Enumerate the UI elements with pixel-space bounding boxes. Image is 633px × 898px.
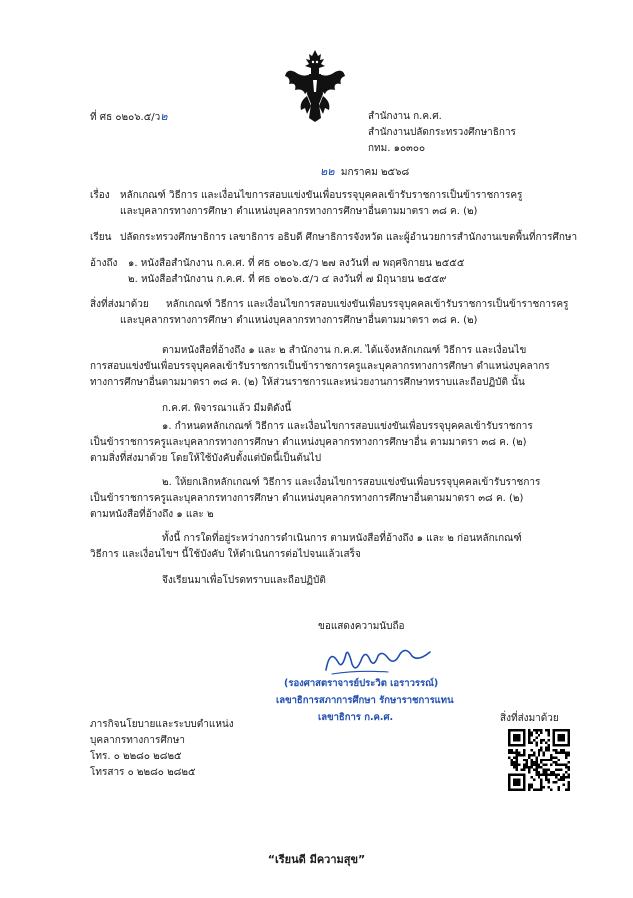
recipient-text: ปลัดกระทรวงศึกษาธิการ เลขาธิการ อธิบดี ศึกษาธิการจังหวัด และผู้อำนวยการสำนักงานเขตพื้นที่การศึกษา	[120, 232, 578, 243]
body-paragraph-line: ทั้งนี้ การใดที่อยู่ระหว่างการดำเนินการ ตามหนังสือที่อ้างถึง ๑ และ ๒ ก่อนหลักเกณฑ์	[162, 533, 522, 544]
reference-item: ๒. หนังสือสำนักงาน ก.ค.ศ. ที่ ศธ ๐๒๐๖.๕/ว ๔ ลงวันที่ ๗ มิถุนายน ๒๕๕๙	[128, 274, 447, 285]
resolution-item-line: ตามสิ่งที่ส่งมาด้วย โดยให้ใช้บังคับตั้งแต่บัดนี้เป็นต้นไป	[90, 453, 322, 464]
motto: “เรียนดี มีความสุข”	[267, 853, 366, 866]
body-paragraph-line: ตามหนังสือที่อ้างถึง ๑ และ ๒ สำนักงาน ก.ค.ศ. ได้แจ้งหลักเกณฑ์ วิธีการ และเงื่อนไข	[162, 345, 527, 356]
body-paragraph-line: การสอบแข่งขันเพื่อบรรจุบุคคลเข้ารับราชการเป็นข้าราชการครูและบุคลากรทางการศึกษา ตำแหน่งบุคลากร	[90, 361, 550, 372]
document-date	[320, 165, 409, 179]
resolution-item-line: ๒. ให้ยกเลิกหลักเกณฑ์ วิธีการ และเงื่อนไขการสอบแข่งขันเพื่อบรรจุบุคคลเข้ารับราชการ	[162, 477, 541, 488]
resolution-item-line: เป็นข้าราชการครูและบุคลากรทางการศึกษา ตำแหน่งบุคลากรทางการศึกษาอื่น ตามมาตรา ๓๘ ค. (๒)	[90, 437, 527, 448]
recipient-label: เรียน	[90, 232, 112, 243]
department-line: บุคลากรทางการศึกษา	[90, 735, 185, 746]
body-paragraph-line: วิธีการ และเงื่อนไขฯ นี้ใช้บังคับ ให้ดำเนินการต่อไปจนแล้วเสร็จ	[90, 549, 361, 560]
phone-line: โทร. ๐ ๒๒๘๐ ๒๘๒๕	[90, 751, 182, 762]
enclosure-text: หลักเกณฑ์ วิธีการ และเงื่อนไขการสอบแข่งขันเพื่อบรรจุบุคคลเข้ารับราชการเป็นข้าราชการครู	[166, 299, 569, 310]
resolution-intro: ก.ค.ศ. พิจารณาแล้ว มีมติดังนี้	[162, 403, 292, 414]
signatory-title: เลขาธิการสภาการศึกษา รักษาราชการแทน	[276, 695, 454, 706]
ref-prefix: ที่ ศธ ๐๒๐๖.๕/ว	[90, 112, 161, 123]
resolution-item-line: เป็นข้าราชการครูและบุคลากรทางการศึกษา ตำแหน่งบุคลากรทางการศึกษาอื่นตามมาตรา ๓๘ ค. (๒)	[90, 493, 524, 504]
garuda-emblem-icon	[283, 48, 347, 122]
qr-code-icon[interactable]	[508, 729, 570, 791]
department-line: ภารกิจนโยบายและระบบตำแหน่ง	[90, 719, 234, 730]
body-paragraph-line: ทางการศึกษาอื่นตามมาตรา ๓๘ ค. (๒) ให้ส่วนราชการและหน่วยงานการศึกษาทราบและถือปฏิบัติ นั้น	[90, 377, 525, 388]
issuing-office-line: กทม. ๑๐๓๐๐	[368, 143, 426, 154]
date-day-handwritten: ๒๒	[320, 165, 335, 178]
ref-number-handwritten: ๒	[160, 110, 168, 123]
signatory-title: เลขาธิการ ก.ค.ศ.	[318, 712, 394, 723]
document-ref	[90, 110, 168, 124]
subject-text: หลักเกณฑ์ วิธีการ และเงื่อนไขการสอบแข่งขันเพื่อบรรจุบุคคลเข้ารับราชการเป็นข้าราชการครู	[120, 190, 523, 201]
resolution-item-line: ๑. กำหนดหลักเกณฑ์ วิธีการ และเงื่อนไขการสอบแข่งขันเพื่อบรรจุบุคคลเข้ารับราชการ	[162, 421, 533, 432]
fax-line: โทรสาร ๐ ๒๒๘๐ ๒๘๒๕	[90, 767, 196, 778]
signatory-name: (รองศาสตราจารย์ประวิต เอราวรรณ์)	[284, 678, 439, 689]
qr-label: สิ่งที่ส่งมาด้วย	[500, 713, 559, 724]
reference-item: ๑. หนังสือสำนักงาน ก.ค.ศ. ที่ ศธ ๐๒๐๖.๕/ว ๒๗ ลงวันที่ ๗ พฤศจิกายน ๒๕๕๕	[128, 258, 465, 269]
subject-text: และบุคลากรทางการศึกษา ตำแหน่งบุคลากรทางการศึกษาอื่นตามมาตรา ๓๘ ค. (๒)	[120, 206, 478, 217]
reference-label: อ้างถึง	[90, 258, 118, 269]
closing-request: จึงเรียนมาเพื่อโปรดทราบและถือปฏิบัติ	[162, 575, 326, 586]
handwritten-signature-icon	[318, 640, 438, 680]
issuing-office-line: สำนักงาน ก.ค.ศ.	[368, 111, 442, 122]
date-month-year: มกราคม ๒๕๖๘	[340, 167, 410, 178]
subject-label: เรื่อง	[90, 190, 110, 201]
enclosure-text: และบุคลากรทางการศึกษา ตำแหน่งบุคลากรทางการศึกษาอื่นตามมาตรา ๓๘ ค. (๒)	[120, 315, 478, 326]
resolution-item-line: ตามหนังสือที่อ้างถึง ๑ และ ๒	[90, 509, 214, 520]
issuing-office-line: สำนักงานปลัดกระทรวงศึกษาธิการ	[368, 127, 516, 138]
enclosure-label: สิ่งที่ส่งมาด้วย	[90, 299, 149, 310]
salutation: ขอแสดงความนับถือ	[318, 621, 405, 632]
